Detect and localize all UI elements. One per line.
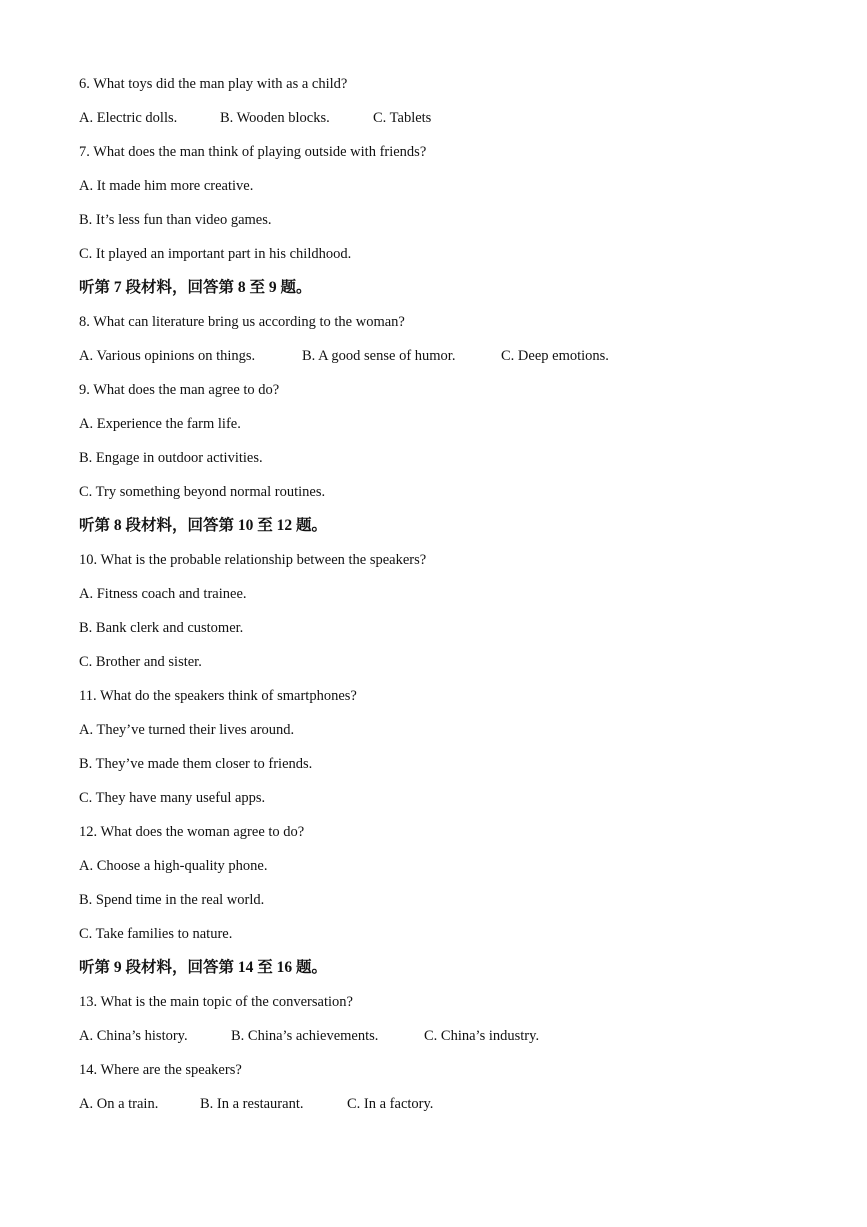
question-13-options <box>79 1026 579 1046</box>
option-b: B. It’s less fun than video games. <box>79 212 272 228</box>
question-14-options <box>79 1094 479 1114</box>
section-heading: 听第 8 段材料，回答第 10 至 12 题。 <box>79 517 328 534</box>
question-10: 10. What is the probable relationship between the speakers? <box>79 552 427 568</box>
question-6: 6. What toys did the man play with as a child? <box>79 76 348 92</box>
question-9: 9. What does the man agree to do? <box>79 382 280 398</box>
option-b: B. In a restaurant. <box>200 1096 304 1112</box>
section-heading: 听第 9 段材料，回答第 14 至 16 题。 <box>79 959 328 976</box>
option-c: C. Take families to nature. <box>79 926 233 942</box>
question-12: 12. What does the woman agree to do? <box>79 824 305 840</box>
option-c: C. They have many useful apps. <box>79 790 266 806</box>
question-14: 14. Where are the speakers? <box>79 1062 242 1078</box>
option-b: B. Wooden blocks. <box>220 110 330 126</box>
question-8-options <box>79 346 639 366</box>
option-a: A. On a train. <box>79 1096 159 1112</box>
question-7: 7. What does the man think of playing outside with friends? <box>79 144 427 160</box>
option-a: A. They’ve turned their lives around. <box>79 722 295 738</box>
option-c: C. Brother and sister. <box>79 654 202 670</box>
option-b: B. A good sense of humor. <box>302 348 456 364</box>
question-11: 11. What do the speakers think of smartphones? <box>79 688 357 704</box>
option-a: A. Various opinions on things. <box>79 348 256 364</box>
option-b: B. Bank clerk and customer. <box>79 620 244 636</box>
option-b: B. China’s achievements. <box>231 1028 379 1044</box>
section-heading: 听第 7 段材料，回答第 8 至 9 题。 <box>79 279 312 296</box>
option-b: B. Spend time in the real world. <box>79 892 265 908</box>
question-8: 8. What can literature bring us according to the woman? <box>79 314 405 330</box>
option-b: B. Engage in outdoor activities. <box>79 450 263 466</box>
option-c: C. It played an important part in his childhood. <box>79 246 352 262</box>
option-c: C. In a factory. <box>347 1096 434 1112</box>
option-a: A. Fitness coach and trainee. <box>79 586 247 602</box>
option-a: A. China’s history. <box>79 1028 188 1044</box>
question-6-options <box>79 108 499 128</box>
question-13: 13. What is the main topic of the conversation? <box>79 994 353 1010</box>
option-a: A. Experience the farm life. <box>79 416 241 432</box>
option-c: C. China’s industry. <box>424 1028 540 1044</box>
option-c: C. Deep emotions. <box>501 348 609 364</box>
option-c: C. Try something beyond normal routines. <box>79 484 326 500</box>
option-a: A. Electric dolls. <box>79 110 178 126</box>
option-b: B. They’ve made them closer to friends. <box>79 756 313 772</box>
option-a: A. Choose a high-quality phone. <box>79 858 268 874</box>
option-a: A. It made him more creative. <box>79 178 254 194</box>
option-c: C. Tablets <box>373 110 432 126</box>
